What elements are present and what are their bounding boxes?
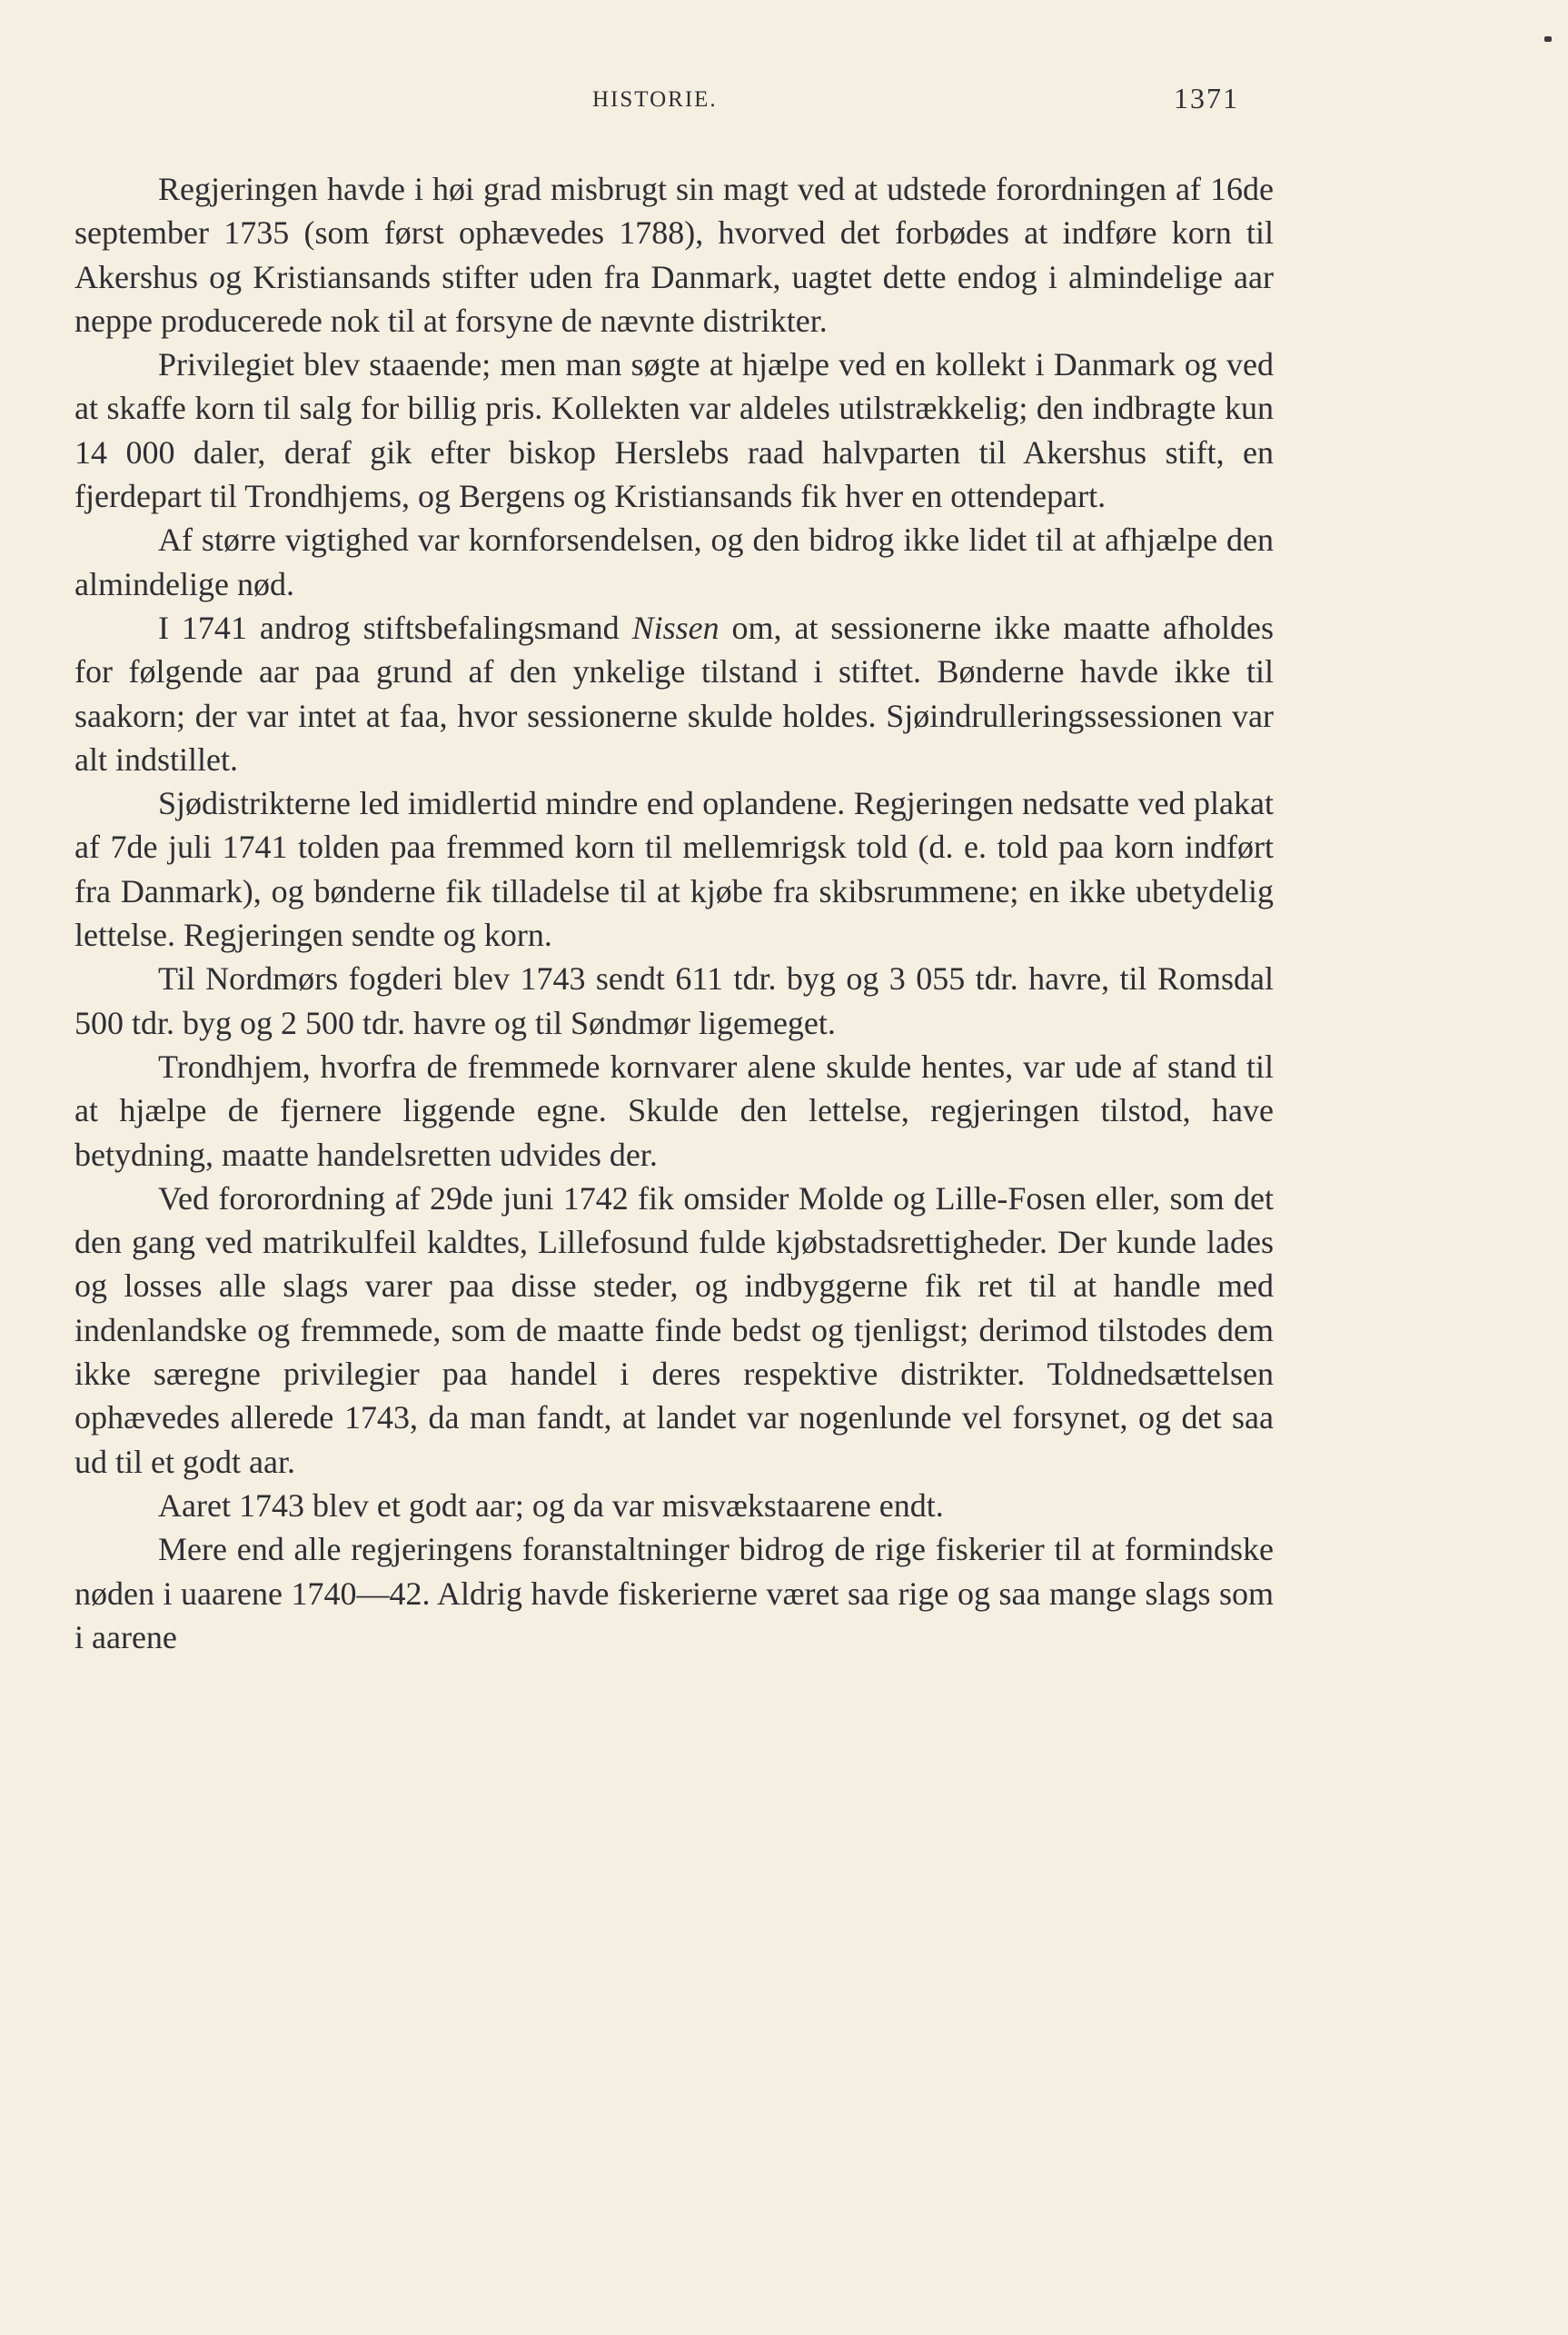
page-number: 1371	[1174, 82, 1239, 114]
paragraph: Trondhjem, hvorfra de fremmede kornvarer alene skulde hentes, var ude af stand til at hjælpe de fjernere liggende egne. Skulde den lettelse, regjeringen tilstod, have betydning, maatte handelsretten udvides der.	[74, 1048, 1274, 1173]
paragraph: Til Nordmørs fogderi blev 1743 sendt 611 tdr. byg og 3 055 tdr. havre, til Romsdal 500 tdr. byg og 2 500 tdr. havre og til Søndmør ligemeget.	[74, 960, 1274, 1041]
paragraph: Aaret 1743 blev et godt aar; og da var misvækstaarene endt.	[158, 1486, 944, 1524]
paragraph-text: om, at sessionerne ikke maatte afholdes for følgende aar paa grund af den ynkelige tilstand i stiftet. Bønderne havde ikke til saakorn; der var intet at faa, hvor sessionerne skulde holdes. Sjøindrulleringssessionen var alt indstillet.	[74, 609, 1274, 778]
paragraph	[74, 606, 1274, 781]
italic-name: Nissen	[631, 609, 719, 646]
paragraph: Sjødistrikterne led imidlertid mindre end oplandene. Regjeringen nedsatte ved plakat af 7de juli 1741 tolden paa fremmed korn til mellemrigsk told (d. e. told paa korn indført fra Danmark), og bønderne fik tilladelse til at kjøbe fra skibsrummene; en ikke ubetydelig lettelse. Regjeringen sendte og korn.	[74, 785, 1274, 954]
paragraph: Privilegiet blev staaende; men man søgte at hjælpe ved en kollekt i Danmark og ved at skaffe korn til salg for billig pris. Kollekten var aldeles utilstrækkelig; den indbragte kun 14 000 daler, deraf gik efter biskop Herslebs raad halvparten til Akershus stift, en fjerdepart til Trondhjems, og Bergens og Kristiansands fik hver en ottendepart.	[74, 346, 1274, 515]
paragraph-text: I 1741 androg stiftsbefalingsmand	[158, 609, 632, 646]
paragraph: Regjeringen havde i høi grad misbrugt sin magt ved at udstede forordningen af 16de september 1735 (som først ophævedes 1788), hvorved det forbødes at indføre korn til Akershus og Kristiansands stifter uden fra Danmark, uagtet dette endog i almindelige aar neppe producerede nok til at forsyne de nævnte distrikter.	[74, 171, 1274, 339]
body-text	[74, 167, 1274, 1659]
scan-mark	[1544, 36, 1552, 42]
running-head: HISTORIE.	[592, 87, 718, 112]
paragraph: Af større vigtighed var kornforsendelsen, og den bidrog ikke lidet til at afhjælpe den almindelige nød.	[74, 522, 1274, 602]
page-header	[74, 82, 1255, 118]
paragraph: Ved fororordning af 29de juni 1742 fik omsider Molde og Lille-Fosen eller, som det den gang ved matrikulfeil kaldtes, Lillefosund fulde kjøbstadsrettigheder. Der kunde lades og losses alle slags varer paa disse steder, og indbyggerne fik ret til at handle med indenlandske og fremmede, som de maatte finde bedst og tjenligst; derimod tilstodes dem ikke særegne privilegier paa handel i deres respektive distrikter. Toldnedsættelsen ophævedes allerede 1743, da man fandt, at landet var nogenlunde vel forsynet, og det saa ud til et godt aar.	[74, 1179, 1274, 1480]
paragraph: Mere end alle regjeringens foranstaltninger bidrog de rige fiskerier til at formindske nøden i uaarene 1740—42. Aldrig havde fiskerierne været saa rige og saa mange slags som i aarene	[74, 1531, 1274, 1655]
